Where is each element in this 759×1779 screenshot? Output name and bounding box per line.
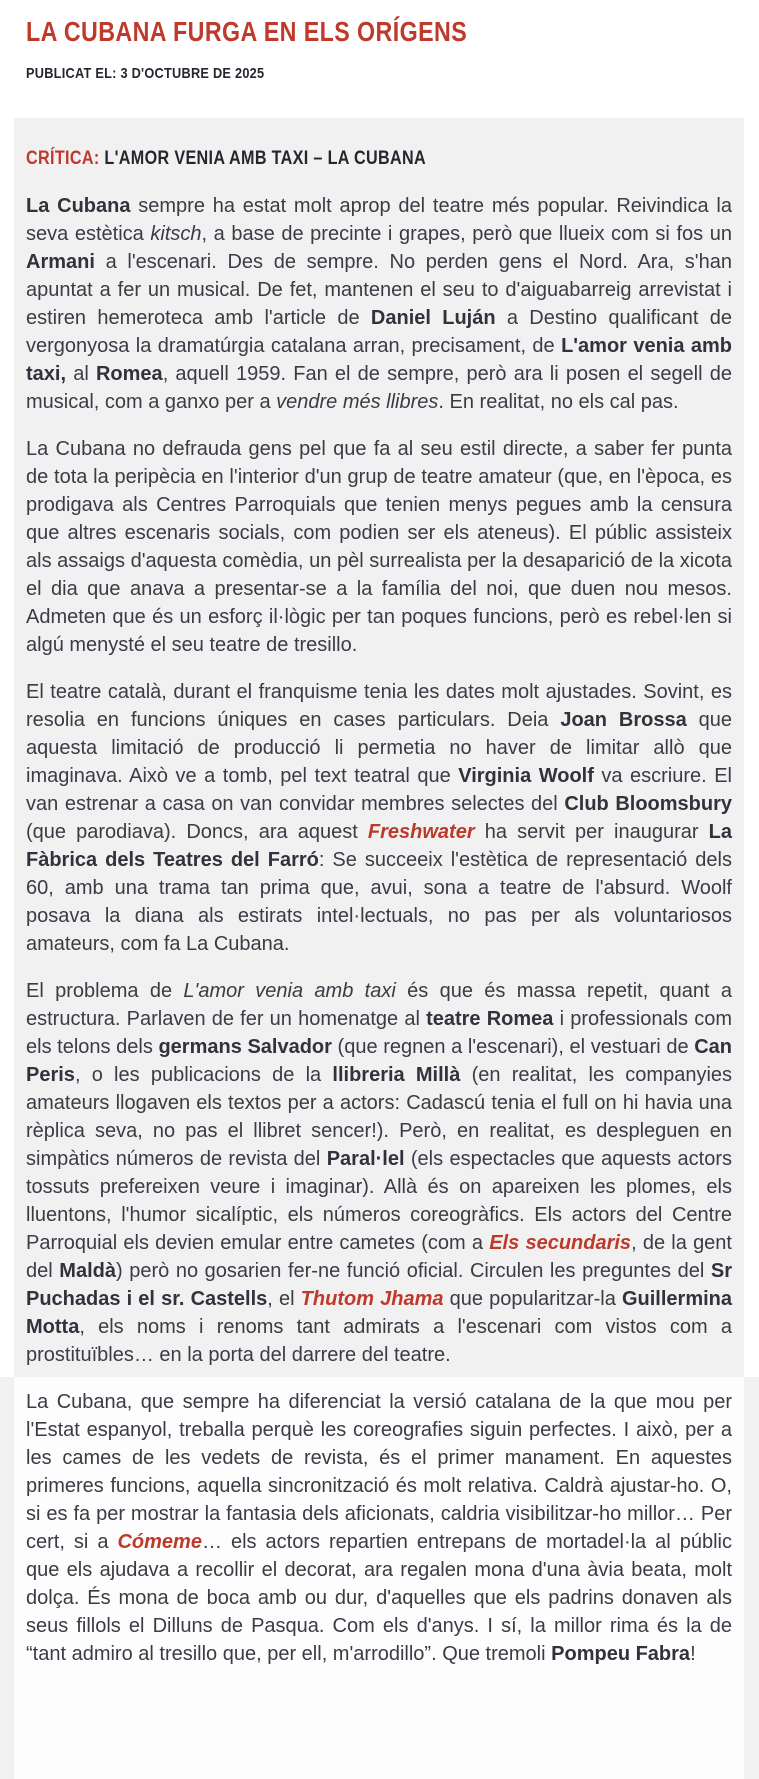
inline-link[interactable]: Cómeme	[117, 1531, 202, 1553]
text-segment: Maldà	[59, 1260, 116, 1282]
page-title: LA CUBANA FURGA EN ELS ORÍGENS	[26, 16, 468, 47]
inline-link[interactable]: Thutom Jhama	[300, 1288, 444, 1310]
text-segment: El teatre català, durant el franquisme tenia les dates molt ajustades. Sovint, es resolia en funcions úniques en cases particulars. Deia	[26, 681, 732, 731]
text-segment: i professionals com els telons dels	[26, 1008, 732, 1058]
text-segment: Pompeu Fabra	[551, 1643, 691, 1665]
text-segment: Daniel Luján	[370, 307, 496, 329]
text-segment: Virginia Woolf	[458, 765, 594, 787]
text-segment: L'amor venia amb taxi,	[26, 335, 732, 385]
text-segment: (que parodiava). Doncs, ara aquest	[26, 821, 368, 843]
article-paragraph	[26, 1388, 732, 1668]
text-segment: (els espectacles que aquests actors tossuts prefereixen veure i imaginar). Allà és on apareixen les plomes, els lluentons, l'humor sicalíptic, els números coreogràfics. Els actors del Centre Parroquial els devien emular entre cametes (com a	[26, 1148, 732, 1254]
text-segment: teatre Romea	[426, 1008, 554, 1030]
text-segment: kitsch	[150, 223, 202, 245]
text-segment: que popularitzar-la	[443, 1288, 622, 1310]
inline-link[interactable]: Els secundaris	[489, 1232, 632, 1254]
text-segment: germans Salvador	[158, 1036, 332, 1058]
text-segment: La Cubana, que sempre ha diferenciat la versió catalana de la que mou per l'Estat espanyol, treballa perquè les coreografies siguin perfectes. I això, per a les cames de les vedets de revista, és el primer manament. En aquestes primeres funcions, aquella sincronització és molt relativa. Caldrà ajustar-ho. O, si es fa per mostrar la fantasia dels aficionats, caldria visibilitzar-ho millor… Per cert, si a	[26, 1391, 732, 1553]
text-segment: (en realitat, les companyies amateurs llogaven els textos per a actors: Cadascú tenia el full on hi havia una rèplica seva, no pas el llibret sencer!). Però, en realitat, es despleguen en simpàtics números de revista del	[26, 1064, 733, 1170]
review-label: CRÍTICA:	[26, 148, 100, 169]
text-segment: llibreria Millà	[332, 1064, 461, 1086]
article-paragraph	[26, 977, 732, 1369]
text-segment: : Se succeeix l'estètica de representació dels 60, amb una trama tan prima que, avui, sona a teatre de l'absurd. Woolf posava la diana als estirats intel·lectuals, no pas per als voluntariosos amateurs, com fa La Cubana.	[26, 849, 732, 955]
text-segment: ) però no gosarien fer-ne funció oficial. Circulen les preguntes del	[115, 1260, 711, 1282]
publish-date: PUBLICAT EL: 3 D'OCTUBRE DE 2025	[26, 65, 265, 82]
text-segment: . En realitat, no els cal pas.	[438, 391, 679, 413]
text-segment: La Cubana no defrauda gens pel que fa al seu estil directe, a saber fer punta de tota la peripècia en l'interior d'un grup de teatre amateur (que, en l'època, es prodigava als Centres Parroquials que tenien menys pegues amb la censura que altres escenaris socials, com podien ser els ateneus). El públic assisteix als assaigs d'aquesta comèdia, un pèl surrealista per la desaparició de la xicota el dia que anava a presentar-se a la família del noi, que duen nou mesos. Admeten que és un esforç il·lògic per tan poques funcions, però es rebel·len si algú menysté el seu teatre de tresillo.	[26, 438, 732, 656]
article-paragraph	[26, 192, 732, 416]
text-segment: sempre ha estat molt aprop del teatre més popular. Reivindica la seva estètica	[26, 195, 732, 245]
text-segment: , o les publicacions de la	[74, 1064, 333, 1086]
review-title: L'AMOR VENIA AMB TAXI – LA CUBANA	[99, 148, 427, 169]
text-segment: Paral·lel	[326, 1148, 405, 1170]
article-body	[26, 192, 732, 1668]
text-segment: (que regnen a l'escenari), el vestuari de	[331, 1036, 695, 1058]
article-paragraph	[26, 435, 732, 659]
text-segment: L'amor venia amb taxi	[183, 980, 396, 1002]
text-segment: Armani	[26, 251, 95, 273]
text-segment: Joan Brossa	[560, 709, 687, 731]
text-segment: La Fàbrica dels Teatres del Farró	[26, 821, 732, 871]
article-card	[14, 118, 744, 1779]
text-segment: Can Peris	[26, 1036, 732, 1086]
text-segment: vendre més llibres	[276, 391, 439, 413]
text-segment: , a base de precinte i grapes, però que llueix com si fos un	[201, 223, 732, 245]
text-segment: !	[690, 1643, 696, 1665]
text-segment: La Cubana	[26, 195, 131, 217]
text-segment: Sr Puchadas i el sr. Castells	[26, 1260, 733, 1310]
text-segment: a l'escenari. Des de sempre. No perden gens el Nord. Ara, s'han apuntat a fer un musical. De fet, mantenen el seu to d'aiguabarreig arrevistat i estiren hemeroteca amb l'article de	[26, 251, 732, 329]
article-paragraph	[26, 678, 732, 958]
text-segment: Guillermina Motta	[26, 1288, 732, 1338]
text-segment: al	[66, 363, 96, 385]
text-segment: … els actors repartien entrepans de mortadel·la al públic que els ajudava a recollir el decorat, ara regalen mona d'una àvia beata, molt dolça. És mona de boca amb ou dur, d'aquelles que els padrins donaven als seus fillols el Dilluns de Pasqua. Com els d'anys. I sí, la millor rima és la de “tant admiro al tresillo que, per ell, m'arrodillo”. Que tremoli	[26, 1531, 732, 1665]
text-segment: va escriure. El van estrenar a casa on van convidar membres selectes del	[26, 765, 733, 815]
review-heading	[26, 148, 626, 170]
text-segment: , aquell 1959. Fan el de sempre, però ara li posen el segell de musical, com a ganxo per a	[26, 363, 733, 413]
inline-link[interactable]: Freshwater	[367, 821, 475, 843]
text-segment: , el	[267, 1288, 301, 1310]
text-segment: Romea	[95, 363, 163, 385]
text-segment: , els noms i renoms tant admirats a l'escenari com vistos com a prostituïbles… en la porta del darrere del teatre.	[26, 1316, 732, 1366]
page-header	[0, 0, 759, 82]
text-segment: El problema de	[26, 980, 184, 1002]
text-segment: que aquesta limitació de producció li permetia no haver de limitar allò que imaginava. Això ve a tomb, pel text teatral que	[26, 709, 732, 787]
text-segment: Club Bloomsbury	[564, 793, 733, 815]
text-segment: a Destino qualificant de vergonyosa la dramatúrgia catalana arran, precisament, de	[26, 307, 732, 357]
text-segment: és que és massa repetit, quant a estructura. Parlaven de fer un homenatge al	[26, 980, 732, 1030]
text-segment: ha servit per inaugurar	[474, 821, 709, 843]
text-segment: , de la gent del	[26, 1232, 732, 1282]
